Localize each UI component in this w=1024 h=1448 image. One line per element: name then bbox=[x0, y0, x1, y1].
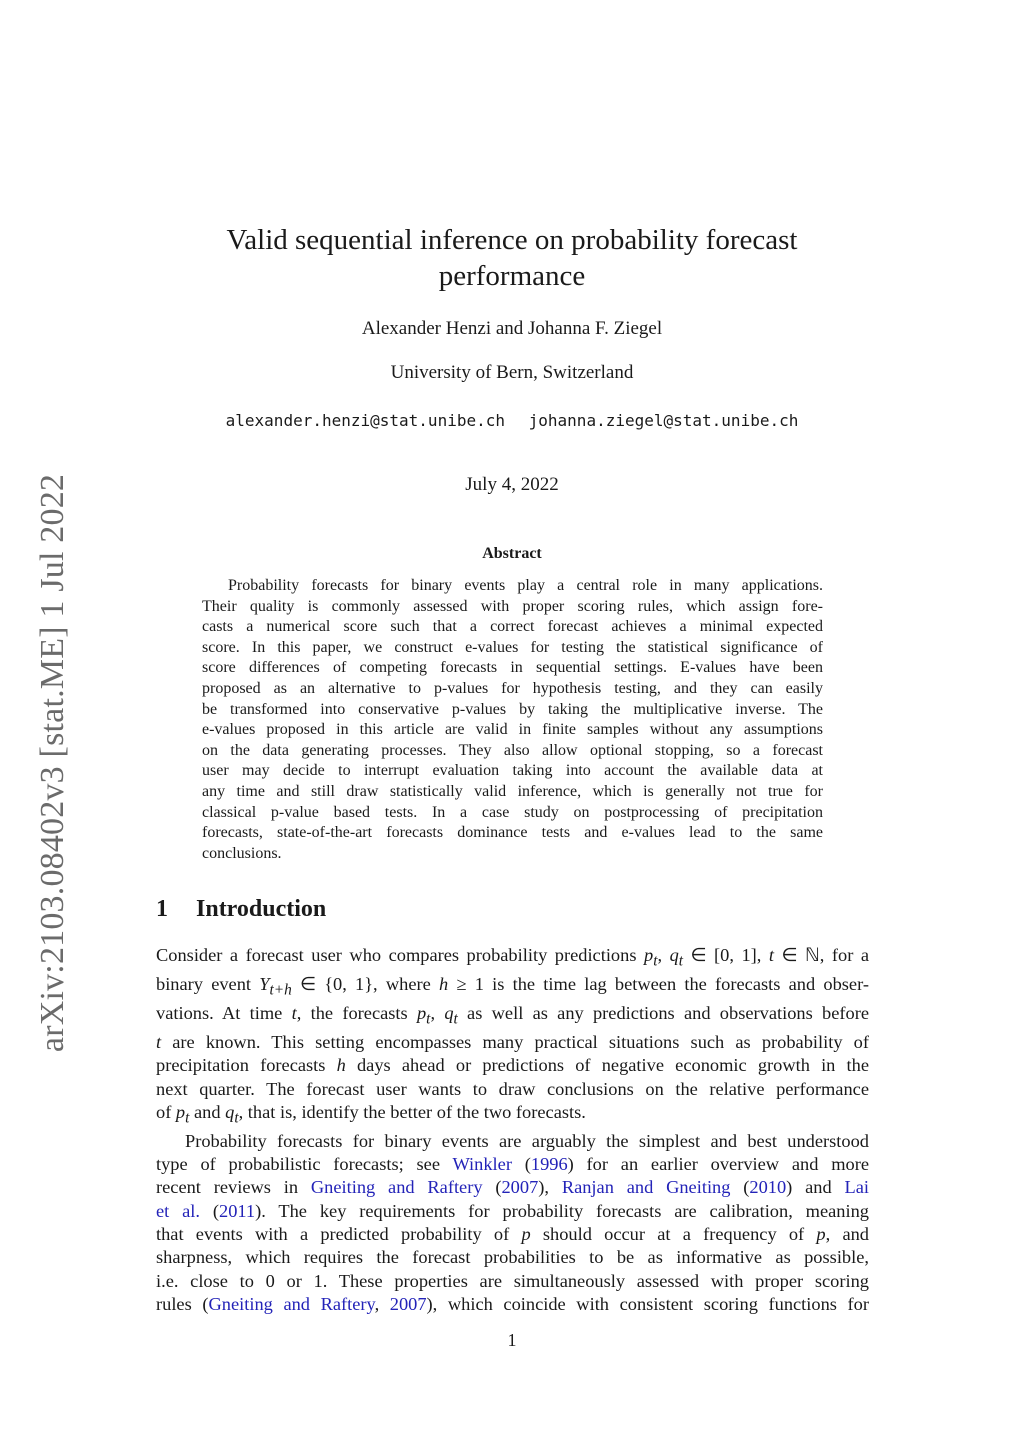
abstract-body bbox=[202, 576, 823, 864]
abstract-heading: Abstract bbox=[482, 545, 542, 562]
introduction-body bbox=[156, 944, 869, 1316]
intro-line: type of probabilistic forecasts; see Winkler (1996) for an earlier overview and more bbox=[156, 1154, 869, 1175]
abstract-line: score. In this paper, we construct e-values for testing the statistical significance of bbox=[202, 638, 823, 656]
intro-line: rules (Gneiting and Raftery, 2007), which coincide with consistent scoring functions for bbox=[156, 1293, 869, 1314]
abstract-line: be transformed into conservative p-values by taking the multiplicative inverse. The bbox=[202, 700, 823, 718]
email-ziegel: johanna.ziegel@stat.unibe.ch bbox=[528, 411, 799, 430]
abstract-line: conclusions. bbox=[202, 844, 282, 862]
title-line-1: Valid sequential inference on probability forecast bbox=[226, 224, 798, 256]
citation-link-lai-et-al[interactable]: et al. bbox=[156, 1200, 201, 1221]
intro-line: of $p_t$ and $q_t$, that is, identify the better of the two forecasts. bbox=[156, 1101, 586, 1127]
intro-line: binary event $Y_{t+h}$ ∈ {0, 1}, where h ≥ 1 is the time lag between the forecasts and obser- bbox=[156, 973, 869, 999]
affiliation: University of Bern, Switzerland bbox=[390, 362, 634, 383]
citation-year-link[interactable]: 2010 bbox=[749, 1177, 787, 1198]
authors: Alexander Henzi and Johanna F. Ziegel bbox=[361, 318, 663, 339]
section-number: 1 bbox=[156, 896, 168, 922]
abstract-line: on the data generating processes. They also allow optional stopping, so a forecast bbox=[202, 741, 823, 759]
abstract-line: e-values proposed in this article are valid in finite samples without any assumptions bbox=[202, 721, 823, 739]
intro-line: et al. (2011). The key requirements for probability forecasts are calibration, meaning bbox=[156, 1200, 869, 1221]
citation-link-winkler[interactable]: Winkler bbox=[452, 1154, 512, 1175]
arxiv-identifier-stamp bbox=[18, 463, 88, 1063]
paper-title bbox=[150, 222, 874, 294]
intro-line: Probability forecasts for binary events are arguably the simplest and best understood bbox=[185, 1130, 869, 1151]
publication-date: July 4, 2022 bbox=[465, 474, 559, 495]
intro-line: sharpness, which requires the forecast probabilities to be as informative as possible, bbox=[156, 1247, 869, 1268]
abstract-line: Probability forecasts for binary events play a central role in many applications. bbox=[228, 577, 823, 594]
intro-line: that events with a predicted probability of p should occur at a frequency of p, and bbox=[156, 1223, 870, 1244]
abstract-line: score differences of competing forecasts in sequential settings. E-values have been bbox=[202, 659, 823, 677]
email-henzi: alexander.henzi@stat.unibe.ch bbox=[225, 411, 505, 430]
citation-link-ranjan-gneiting[interactable]: Ranjan and Gneiting bbox=[561, 1177, 731, 1198]
title-line-2: performance bbox=[438, 260, 586, 292]
section-title: Introduction bbox=[196, 896, 327, 922]
citation-link-gneiting-raftery[interactable]: Gneiting and Raftery bbox=[310, 1177, 483, 1198]
intro-line: i.e. close to 0 or 1. These properties are simultaneously assessed with proper scoring bbox=[156, 1270, 869, 1291]
abstract-line: proposed as an alternative to p-values for hypothesis testing, and they can easily bbox=[202, 679, 823, 697]
abstract-line: user may decide to interrupt evaluation taking into account the available data at bbox=[202, 762, 823, 780]
section-heading-introduction bbox=[156, 896, 326, 923]
abstract-line: any time and still draw statistically valid inference, which is generally not true for bbox=[202, 782, 823, 800]
abstract-line: casts a numerical score such that a correct forecast achieves a minimal expected bbox=[202, 618, 823, 636]
page-number: 1 bbox=[507, 1330, 517, 1350]
citation-link-gneiting-raftery[interactable]: Gneiting and Raftery bbox=[208, 1293, 375, 1314]
citation-year-link[interactable]: 1996 bbox=[530, 1154, 568, 1175]
citation-year-link[interactable]: 2011 bbox=[219, 1200, 256, 1221]
abstract-line: classical p-value based tests. In a case study on postprocessing of precipitation bbox=[202, 803, 823, 821]
intro-line: next quarter. The forecast user wants to draw conclusions on the relative performance bbox=[156, 1078, 869, 1099]
intro-line: t are known. This setting encompasses many practical situations such as probability of bbox=[156, 1031, 869, 1052]
abstract-line: Their quality is commonly assessed with proper scoring rules, which assign fore- bbox=[202, 597, 823, 615]
intro-line: recent reviews in Gneiting and Raftery (2007), Ranjan and Gneiting (2010) and Lai bbox=[156, 1177, 869, 1198]
author-emails bbox=[150, 411, 874, 430]
citation-link-lai[interactable]: Lai bbox=[844, 1177, 869, 1198]
arxiv-identifier: arXiv:2103.08402v3 [stat.ME] 1 Jul 2022 bbox=[34, 473, 72, 1053]
citation-year-link[interactable]: 2007 bbox=[389, 1293, 427, 1314]
intro-line: precipitation forecasts h days ahead or predictions of negative economic growth in the bbox=[156, 1055, 870, 1076]
intro-line: Consider a forecast user who compares probability predictions $p_t$, $q_t$ ∈ [0, 1], t ∈ ℕ, for a bbox=[156, 945, 869, 970]
intro-line: vations. At time t, the forecasts $p_t$, $q_t$ as well as any predictions and observations before bbox=[156, 1002, 869, 1028]
citation-year-link[interactable]: 2007 bbox=[501, 1177, 539, 1198]
abstract-line: forecasts, state-of-the-art forecasts dominance tests and e-values lead to the same bbox=[202, 824, 823, 842]
